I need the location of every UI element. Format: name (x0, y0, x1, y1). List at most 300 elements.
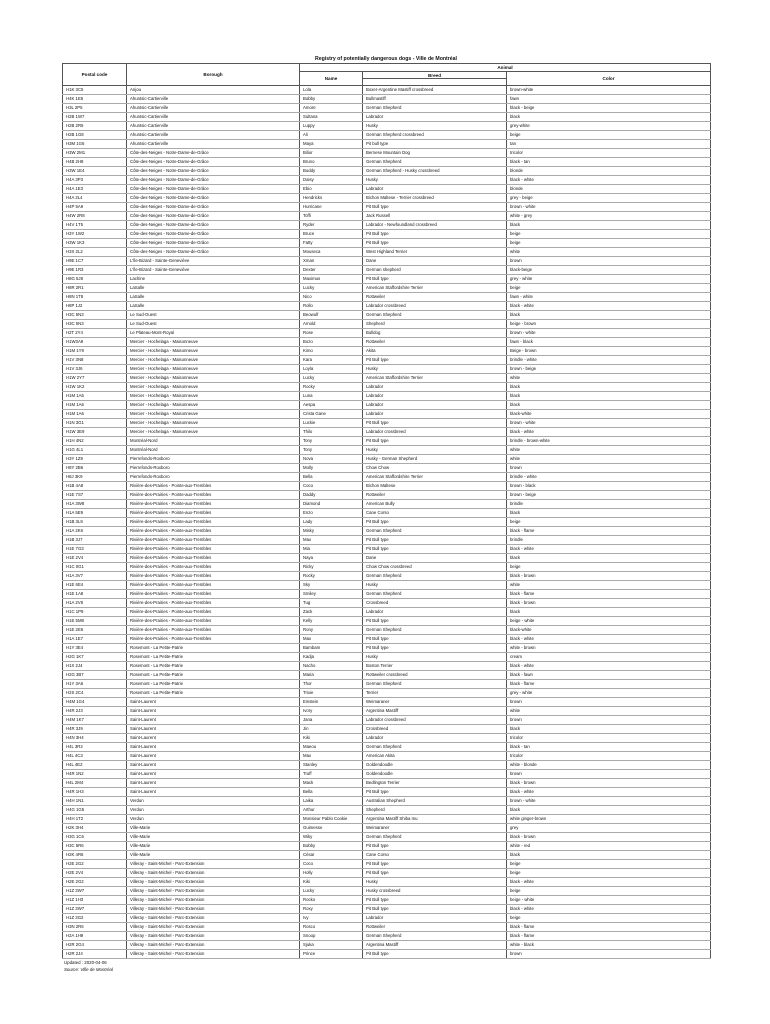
table-row (63, 653, 711, 662)
cell-name: Nico (300, 293, 363, 302)
cell-postal-code: H2K 3H4 (63, 824, 127, 833)
cell-borough: Ville-Marie (127, 842, 300, 851)
table-row (63, 734, 711, 743)
cell-postal-code: H1E 6E4 (63, 581, 127, 590)
cell-borough: Saint-Laurent (127, 716, 300, 725)
cell-breed: Husky (363, 581, 507, 590)
cell-name: Rocky (300, 383, 363, 392)
cell-postal-code: H3Y 1Z9 (63, 455, 127, 464)
cell-breed: Bernese Mountain Dog (363, 149, 507, 158)
table-row (63, 293, 711, 302)
cell-borough: Anjou (127, 86, 300, 95)
cell-color: tricolor (507, 752, 711, 761)
cell-postal-code: H4L 4E2 (63, 761, 127, 770)
cell-postal-code: H2R 2G4 (63, 941, 127, 950)
cell-postal-code: H1Z 3W7 (63, 905, 127, 914)
table-row (63, 617, 711, 626)
cell-name: Roxy (300, 905, 363, 914)
cell-name: Xman (300, 257, 363, 266)
table-row (63, 347, 711, 356)
cell-breed: Goldendoodle (363, 770, 507, 779)
table-row (63, 788, 711, 797)
cell-color: white (507, 707, 711, 716)
cell-color: white (507, 455, 711, 464)
cell-name: Bruno (300, 158, 363, 167)
cell-breed: German Shepherd (363, 743, 507, 752)
cell-color: brown (507, 698, 711, 707)
table-row (63, 554, 711, 563)
cell-breed: German Shepherd crossbreed (363, 131, 507, 140)
cell-postal-code: H4W 2R8 (63, 212, 127, 221)
cell-postal-code: H1W 3E9 (63, 428, 127, 437)
cell-breed: Cane Corso (363, 509, 507, 518)
cell-borough: Mercier - Hochelaga - Maisonneuve (127, 374, 300, 383)
table-row (63, 437, 711, 446)
cell-name: Bella (300, 788, 363, 797)
cell-breed: Husky (363, 878, 507, 887)
cell-postal-code: H8R 2R1 (63, 284, 127, 293)
cell-color: Beige - brown (507, 347, 711, 356)
cell-name: Hurricane (300, 203, 363, 212)
cell-borough: Pierrefonds-Roxboro (127, 473, 300, 482)
cell-breed: Chow Chow crossbreed (363, 563, 507, 572)
cell-postal-code: H1Y 3A6 (63, 680, 127, 689)
table-row (63, 410, 711, 419)
table-row (63, 563, 711, 572)
table-row (63, 203, 711, 212)
table-row (63, 311, 711, 320)
header-animal: Animal (300, 64, 711, 72)
cell-name: Bruce (300, 230, 363, 239)
cell-breed: Dane (363, 554, 507, 563)
cell-postal-code: H4L 3R2 (63, 743, 127, 752)
cell-borough: Côte-des-Neiges - Notre-Dame-de-Grâce (127, 248, 300, 257)
cell-breed: American Staffordshire Terrier (363, 374, 507, 383)
cell-borough: Rivière-des-Prairies - Pointe-aux-Trembles (127, 491, 300, 500)
cell-color: black - white (507, 788, 711, 797)
cell-name: Maeou (300, 743, 363, 752)
cell-postal-code: H1C 1P9 (63, 608, 127, 617)
table-row (63, 500, 711, 509)
cell-breed: Pit Bull type (363, 905, 507, 914)
cell-postal-code: H8J 3K9 (63, 473, 127, 482)
cell-name: Maximus (300, 275, 363, 284)
cell-borough: Côte-des-Neiges - Notre-Dame-de-Grâce (127, 212, 300, 221)
cell-name: Enzo (300, 509, 363, 518)
cell-borough: Ahuntsic-Cartierville (127, 113, 300, 122)
cell-breed: American Bully (363, 500, 507, 509)
table-row (63, 275, 711, 284)
cell-color: black - white (507, 905, 711, 914)
cell-name: Jana (300, 716, 363, 725)
cell-name: Tug (300, 599, 363, 608)
cell-breed: Bichon Maltese (363, 482, 507, 491)
table-row (63, 797, 711, 806)
cell-name: Kimo (300, 347, 363, 356)
cell-postal-code: H4N 3H4 (63, 734, 127, 743)
cell-borough: Verdun (127, 815, 300, 824)
cell-breed: Pit Bull type (363, 203, 507, 212)
cell-borough: Côte-des-Neiges - Notre-Dame-de-Grâce (127, 239, 300, 248)
cell-borough: Villeray - Saint-Michel - Parc-Extension (127, 878, 300, 887)
cell-breed: Weimaraner (363, 698, 507, 707)
cell-name: Naya (300, 554, 363, 563)
cell-borough: Rosemont - La Petite-Patrie (127, 680, 300, 689)
cell-postal-code: H3N 2R6 (63, 923, 127, 932)
cell-breed: Argentina Mastiff Shiba Inu (363, 815, 507, 824)
table-row (63, 194, 711, 203)
cell-name: Arnold (300, 320, 363, 329)
table-row (63, 914, 711, 923)
cell-breed: Pit Bull type (363, 230, 507, 239)
cell-color: white (507, 446, 711, 455)
cell-borough: Le Sud-Ouest (127, 311, 300, 320)
table-row (63, 185, 711, 194)
cell-name: Zack (300, 608, 363, 617)
cell-color: black (507, 311, 711, 320)
cell-borough: Villeray - Saint-Michel - Parc-Extension (127, 914, 300, 923)
cell-name: Thilo (300, 428, 363, 437)
cell-postal-code: H1W3A9 (63, 338, 127, 347)
cell-color: grey - white (507, 689, 711, 698)
cell-name: Ali (300, 131, 363, 140)
cell-borough: Pierrefonds-Roxboro (127, 464, 300, 473)
cell-breed: Pit Bull type (363, 437, 507, 446)
cell-postal-code: H3W 2M1 (63, 149, 127, 158)
table-row (63, 473, 711, 482)
cell-borough: Mercier - Hochelaga - Maisonneuve (127, 428, 300, 437)
cell-name: Rollo (300, 302, 363, 311)
cell-name: Max (300, 536, 363, 545)
cell-postal-code: H1A 2V8 (63, 599, 127, 608)
table-row (63, 221, 711, 230)
table-row (63, 86, 711, 95)
cell-name: Buddy (300, 167, 363, 176)
cell-borough: Ahuntsic-Cartierville (127, 140, 300, 149)
cell-borough: Côte-des-Neiges - Notre-Dame-de-Grâce (127, 194, 300, 203)
cell-name: Lola (300, 86, 363, 95)
cell-borough: Côte-des-Neiges - Notre-Dame-de-Grâce (127, 149, 300, 158)
cell-postal-code: H4M 1K7 (63, 716, 127, 725)
cell-postal-code: H2B 1W7 (63, 113, 127, 122)
cell-borough: Mercier - Hochelaga - Maisonneuve (127, 401, 300, 410)
cell-breed: Rottweiler crossbreed (363, 671, 507, 680)
cell-breed: Rottweiler (363, 923, 507, 932)
cell-postal-code: H2G 3B7 (63, 671, 127, 680)
header-color: Color (507, 72, 711, 86)
cell-breed: Labrador (363, 734, 507, 743)
cell-postal-code: H1E 2E6 (63, 626, 127, 635)
cell-breed: Cane Corso (363, 851, 507, 860)
cell-color: black-white (507, 626, 711, 635)
cell-postal-code: H1X 2J4 (63, 662, 127, 671)
cell-name: Luppy (300, 122, 363, 131)
cell-postal-code: H2S 2C4 (63, 689, 127, 698)
cell-postal-code: H9E 1R3 (63, 266, 127, 275)
cell-color: beige - brown (507, 320, 711, 329)
table-row (63, 518, 711, 527)
cell-breed: Crossbreed (363, 599, 507, 608)
cell-borough: Verdun (127, 797, 300, 806)
table-body (63, 86, 711, 959)
table-row (63, 446, 711, 455)
cell-borough: Pierrefonds-Roxboro (127, 455, 300, 464)
cell-breed: American Staffordshire Terrier (363, 473, 507, 482)
table-row (63, 662, 711, 671)
cell-name: Ricky (300, 563, 363, 572)
cell-color: black - flame (507, 590, 711, 599)
cell-name: Sjuka (300, 941, 363, 950)
table-row (63, 716, 711, 725)
cell-name: Luna (300, 392, 363, 401)
table-row (63, 644, 711, 653)
cell-postal-code: H2R 2J4 (63, 950, 127, 959)
table-row (63, 932, 711, 941)
table-row (63, 104, 711, 113)
table-row (63, 338, 711, 347)
cell-postal-code: H1A 1E7 (63, 635, 127, 644)
cell-postal-code: H8P 1J2 (63, 302, 127, 311)
cell-color: black - flame (507, 932, 711, 941)
cell-breed: Pit Bull type (363, 356, 507, 365)
table-row (63, 572, 711, 581)
cell-color: brown (507, 464, 711, 473)
cell-postal-code: H8Y 2B6 (63, 464, 127, 473)
cell-color: black - white (507, 635, 711, 644)
cell-name: Ryder (300, 221, 363, 230)
cell-breed: Labrador (363, 401, 507, 410)
table-row (63, 896, 711, 905)
cell-borough: Le Sud-Ouest (127, 320, 300, 329)
cell-color: black - brown (507, 599, 711, 608)
table-row (63, 608, 711, 617)
cell-color: beige - white (507, 896, 711, 905)
cell-borough: Côte-des-Neiges - Notre-Dame-de-Grâce (127, 185, 300, 194)
cell-breed: Boxer-Argentine Mastiff crossbreed (363, 86, 507, 95)
cell-postal-code: H4B 2H8 (63, 158, 127, 167)
cell-borough: LaSalle (127, 302, 300, 311)
cell-color: brown - beige (507, 365, 711, 374)
table-row (63, 401, 711, 410)
cell-breed: Argentina Mastiff (363, 707, 507, 716)
cell-breed: Labrador (363, 383, 507, 392)
table-row (63, 545, 711, 554)
cell-borough: Verdun (127, 806, 300, 815)
table-row (63, 626, 711, 635)
cell-postal-code: H4L 2M4 (63, 779, 127, 788)
table-row (63, 464, 711, 473)
header-borough: Borough (127, 64, 300, 86)
cell-name: Molly (300, 464, 363, 473)
cell-borough: Côte-des-Neiges - Notre-Dame-de-Grâce (127, 203, 300, 212)
cell-postal-code: H4R 1H3 (63, 788, 127, 797)
cell-color: brown - beige (507, 491, 711, 500)
cell-postal-code: H3L 2P5 (63, 104, 127, 113)
cell-breed: Bullmastiff (363, 95, 507, 104)
cell-name: Misky (300, 527, 363, 536)
cell-borough: Rivière-des-Prairies - Pointe-aux-Trembles (127, 482, 300, 491)
cell-name: Daddy (300, 491, 363, 500)
cell-color: black - white (507, 428, 711, 437)
cell-breed: Shepherd (363, 320, 507, 329)
cell-name: Truff (300, 770, 363, 779)
cell-borough: Rivière-des-Prairies - Pointe-aux-Trembles (127, 536, 300, 545)
table-row (63, 491, 711, 500)
cell-name: Ivy (300, 914, 363, 923)
cell-postal-code: H4V 1T5 (63, 221, 127, 230)
cell-color: cream (507, 653, 711, 662)
cell-borough: Côte-des-Neiges - Notre-Dame-de-Grâce (127, 158, 300, 167)
cell-postal-code: H2E 2G2 (63, 860, 127, 869)
cell-borough: Rosemont - La Petite-Patrie (127, 644, 300, 653)
cell-borough: Côte-des-Neiges - Notre-Dame-de-Grâce (127, 230, 300, 239)
cell-borough: Saint-Laurent (127, 725, 300, 734)
cell-color: grey (507, 824, 711, 833)
cell-borough: Rivière-des-Prairies - Pointe-aux-Trembles (127, 518, 300, 527)
cell-name: Dexter (300, 266, 363, 275)
cell-color: tricolor (507, 734, 711, 743)
cell-color: white - black (507, 941, 711, 950)
cell-borough: Rivière-des-Prairies - Pointe-aux-Trembles (127, 563, 300, 572)
cell-name: Luckie (300, 419, 363, 428)
cell-name: Kadja (300, 653, 363, 662)
table-row (63, 212, 711, 221)
cell-borough: Rivière-des-Prairies - Pointe-aux-Trembles (127, 572, 300, 581)
cell-color: black - white (507, 176, 711, 185)
cell-breed: Husky crossbreed (363, 887, 507, 896)
table-row (63, 815, 711, 824)
cell-name: Holly (300, 869, 363, 878)
table-row (63, 365, 711, 374)
cell-breed: Goldendoodle (363, 761, 507, 770)
cell-color: beige (507, 131, 711, 140)
source-note (62, 966, 710, 973)
cell-postal-code: H2E 2G2 (63, 878, 127, 887)
cell-postal-code: H3C 5N3 (63, 311, 127, 320)
cell-name: Aespa (300, 401, 363, 410)
cell-borough: Villeray - Saint-Michel - Parc-Extension (127, 950, 300, 959)
cell-breed: Pit Bull type (363, 860, 507, 869)
cell-breed: German Shepherd (363, 833, 507, 842)
cell-breed: Australian Shepherd (363, 797, 507, 806)
cell-borough: Rivière-des-Prairies - Pointe-aux-Trembles (127, 599, 300, 608)
cell-breed: Pit Bull type (363, 617, 507, 626)
cell-name: Bozo (300, 338, 363, 347)
cell-postal-code: H4A 2L4 (63, 194, 127, 203)
cell-color: blonde (507, 167, 711, 176)
cell-name: Lady (300, 518, 363, 527)
cell-color: black - white (507, 662, 711, 671)
cell-name: Max (300, 752, 363, 761)
cell-name: Arthur (300, 806, 363, 815)
cell-name: Rosco (300, 923, 363, 932)
cell-breed: German Shepherd (363, 932, 507, 941)
cell-postal-code: H2B 1G8 (63, 131, 127, 140)
cell-color: black - white (507, 302, 711, 311)
cell-breed: Pit Bull type (363, 239, 507, 248)
cell-color: black (507, 113, 711, 122)
cell-postal-code: H3C 5R6 (63, 842, 127, 851)
table-row (63, 419, 711, 428)
table-row (63, 581, 711, 590)
cell-postal-code: H3M 1G6 (63, 140, 127, 149)
table-row (63, 590, 711, 599)
cell-postal-code: H1E 1A8 (63, 590, 127, 599)
cell-postal-code: H2T 2Y4 (63, 329, 127, 338)
table-row (63, 842, 711, 851)
cell-borough: Ahuntsic-Cartierville (127, 122, 300, 131)
cell-postal-code: H1B 4A8 (63, 482, 127, 491)
cell-breed: Pit Bull type (363, 869, 507, 878)
cell-color: brindle - brown-white (507, 437, 711, 446)
cell-postal-code: H4R 3J9 (63, 725, 127, 734)
cell-breed: Husky (363, 365, 507, 374)
cell-breed: Bulldog (363, 329, 507, 338)
cell-color: brown (507, 716, 711, 725)
cell-breed: Bedlington Terrier (363, 779, 507, 788)
cell-color: black - beige (507, 104, 711, 113)
cell-name: Kara (300, 356, 363, 365)
cell-borough: Lachine (127, 275, 300, 284)
cell-borough: Villeray - Saint-Michel - Parc-Extension (127, 932, 300, 941)
cell-color: white ginger-brown (507, 815, 711, 824)
cell-borough: Saint-Laurent (127, 779, 300, 788)
cell-breed: Pit Bull type (363, 419, 507, 428)
cell-borough: Saint-Laurent (127, 707, 300, 716)
cell-borough: Mercier - Hochelaga - Maisonneuve (127, 410, 300, 419)
cell-color: brindle - white (507, 356, 711, 365)
table-row (63, 689, 711, 698)
cell-borough: Mercier - Hochelaga - Maisonneuve (127, 392, 300, 401)
cell-color: black - white (507, 878, 711, 887)
cell-breed: Labrador - Newfoundland crossbreed (363, 221, 507, 230)
table-row (63, 599, 711, 608)
table-row (63, 149, 711, 158)
cell-color: black - tan (507, 158, 711, 167)
cell-breed: German Shepherd (363, 680, 507, 689)
cell-color: black (507, 392, 711, 401)
cell-color: white - blonde (507, 761, 711, 770)
cell-color: white (507, 581, 711, 590)
cell-name: Einstein (300, 698, 363, 707)
cell-color: brown - white (507, 419, 711, 428)
cell-color: fawn (507, 95, 711, 104)
cell-name: Max (300, 635, 363, 644)
cell-postal-code: H8N 1T8 (63, 293, 127, 302)
cell-borough: Ville-Marie (127, 833, 300, 842)
cell-borough: Montréal-Nord (127, 437, 300, 446)
cell-color: black-white (507, 410, 711, 419)
cell-color: brown (507, 950, 711, 959)
cell-borough: Villeray - Saint-Michel - Parc-Extension (127, 896, 300, 905)
cell-breed: Rottweiler (363, 293, 507, 302)
cell-breed: Pit Bull type (363, 842, 507, 851)
cell-breed: Chow Chow (363, 464, 507, 473)
cell-name: Kelly (300, 617, 363, 626)
cell-name: Maria (300, 671, 363, 680)
cell-breed: Weimaraner (363, 824, 507, 833)
cell-color: black - flame (507, 680, 711, 689)
cell-borough: Villeray - Saint-Michel - Parc-Extension (127, 869, 300, 878)
cell-color: fawn - white (507, 293, 711, 302)
cell-color: white (507, 248, 711, 257)
cell-name: César (300, 851, 363, 860)
cell-breed: Husky - German Shepherd (363, 455, 507, 464)
cell-postal-code: H4A 3P3 (63, 176, 127, 185)
cell-postal-code: H1M 1A6 (63, 392, 127, 401)
cell-breed: Labrador (363, 392, 507, 401)
cell-breed: Husky (363, 176, 507, 185)
